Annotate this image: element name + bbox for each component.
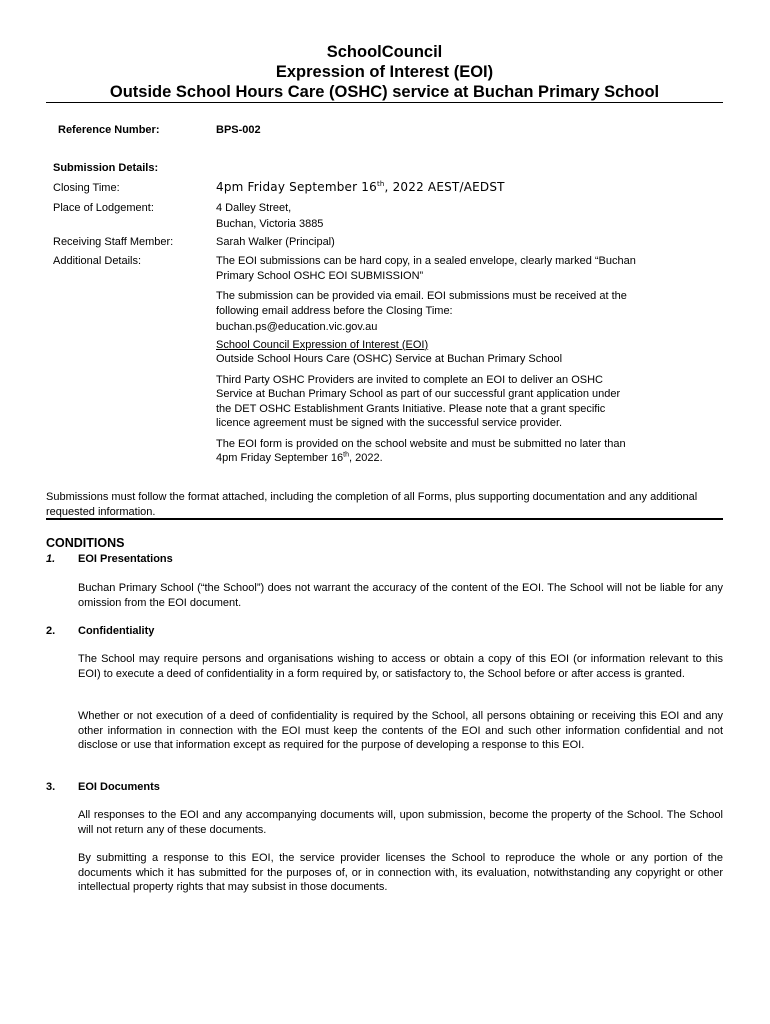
section-paragraph: Buchan Primary School (“the School”) does not warrant the accuracy of the content of the EOI. The School will not be liable for any omission from the EOI document. bbox=[78, 582, 723, 609]
section-paragraph: The School may require persons and organisations wishing to access or obtain a copy of this EOI (or information relevant to this EOI) to execute a deed of confidentiality in a form required by, or satisfactory to, the School before or after access is granted. bbox=[78, 653, 723, 680]
email-address[interactable]: buchan.ps@education.vic.gov.au bbox=[216, 321, 378, 333]
section-title: Confidentiality bbox=[78, 625, 155, 637]
section-paragraph: By submitting a response to this EOI, the service provider licenses the School to reproduce the whole or any portion of the documents which it has submitted for the purposes of, or in connection with, its evaluation, notwithstanding any copyright or other intellectual property rights that may subsist in those documents. bbox=[78, 852, 723, 893]
document-title bbox=[46, 42, 723, 102]
conditions-heading: CONDITIONS bbox=[46, 536, 125, 550]
details-paragraph-deadline bbox=[216, 437, 636, 466]
eoi-link[interactable]: School Council Expression of Interest (EOI) bbox=[216, 338, 429, 351]
deadline-suffix: th bbox=[343, 451, 350, 459]
deadline-year: , 2022. bbox=[349, 452, 383, 464]
section-number: 1. bbox=[46, 553, 56, 565]
deadline-text: The EOI form is provided on the school website and must be submitted no later than 4pm Friday September 16 bbox=[216, 437, 626, 464]
details-paragraph-invitation: Third Party OSHC Providers are invited to complete an EOI to deliver an OSHC Service at Buchan Primary School as part of our successful grant application under the DET OSHC Establishment Grants Initiative. Please note that a grant specific licence agreement must be signed with the successful service provider. bbox=[216, 373, 621, 429]
title-line-3: Outside School Hours Care (OSHC) service at Buchan Primary School bbox=[109, 83, 660, 101]
title-line-2: Expression of Interest (EOI) bbox=[275, 63, 494, 81]
closing-time-zone: , 2022 AEST/AEDST bbox=[384, 180, 505, 194]
section-title: EOI Documents bbox=[78, 781, 160, 793]
staff-label: Receiving Staff Member: bbox=[53, 236, 174, 248]
section-title: EOI Presentations bbox=[78, 553, 173, 565]
closing-time-suffix: th bbox=[376, 180, 385, 188]
closing-time-value bbox=[216, 180, 636, 195]
additional-label: Additional Details: bbox=[53, 255, 142, 267]
submission-heading: Submission Details: bbox=[53, 162, 159, 174]
lodgement-line-1: 4 Dalley Street, bbox=[216, 202, 292, 214]
service-line: Outside School Hours Care (OSHC) Service at Buchan Primary School bbox=[216, 353, 563, 365]
section-paragraph: All responses to the EOI and any accompanying documents will, upon submission, become the property of the School. The School will not return any of these documents. bbox=[78, 809, 723, 836]
additional-details bbox=[216, 254, 636, 472]
lodgement-line-2: Buchan, Victoria 3885 bbox=[216, 217, 324, 230]
reference-label: Reference Number: bbox=[58, 124, 160, 136]
section-number: 3. bbox=[46, 781, 56, 793]
section-number: 2. bbox=[46, 625, 56, 637]
title-line-1: SchoolCouncil bbox=[326, 43, 443, 61]
details-paragraph-hardcopy: The EOI submissions can be hard copy, in a sealed envelope, clearly marked “Buchan Primary School OSHC EOI SUBMISSION” bbox=[216, 255, 636, 282]
lodgement-label: Place of Lodgement: bbox=[53, 202, 154, 214]
section-divider bbox=[46, 518, 723, 520]
section-paragraph: Whether or not execution of a deed of confidentiality is required by the School, all persons obtaining or receiving this EOI and any other information in connection with the EOI must keep the contents of the EOI and such other information confidential and not disclose or use that information except as required for the purpose of developing a response to this EOI. bbox=[78, 710, 723, 751]
details-paragraph-email: The submission can be provided via email. EOI submissions must be received at the following email address before the Closing Time: bbox=[216, 290, 627, 317]
title-divider bbox=[46, 102, 723, 103]
closing-time-label: Closing Time: bbox=[53, 182, 120, 194]
lodgement-address bbox=[216, 201, 636, 231]
staff-value: Sarah Walker (Principal) bbox=[216, 236, 335, 248]
submission-note: Submissions must follow the format attached, including the completion of all Forms, plus supporting documentation and any additional requested information. bbox=[46, 491, 698, 518]
closing-time-text: 4pm Friday September 16 bbox=[216, 180, 377, 194]
reference-value: BPS-002 bbox=[216, 124, 261, 136]
